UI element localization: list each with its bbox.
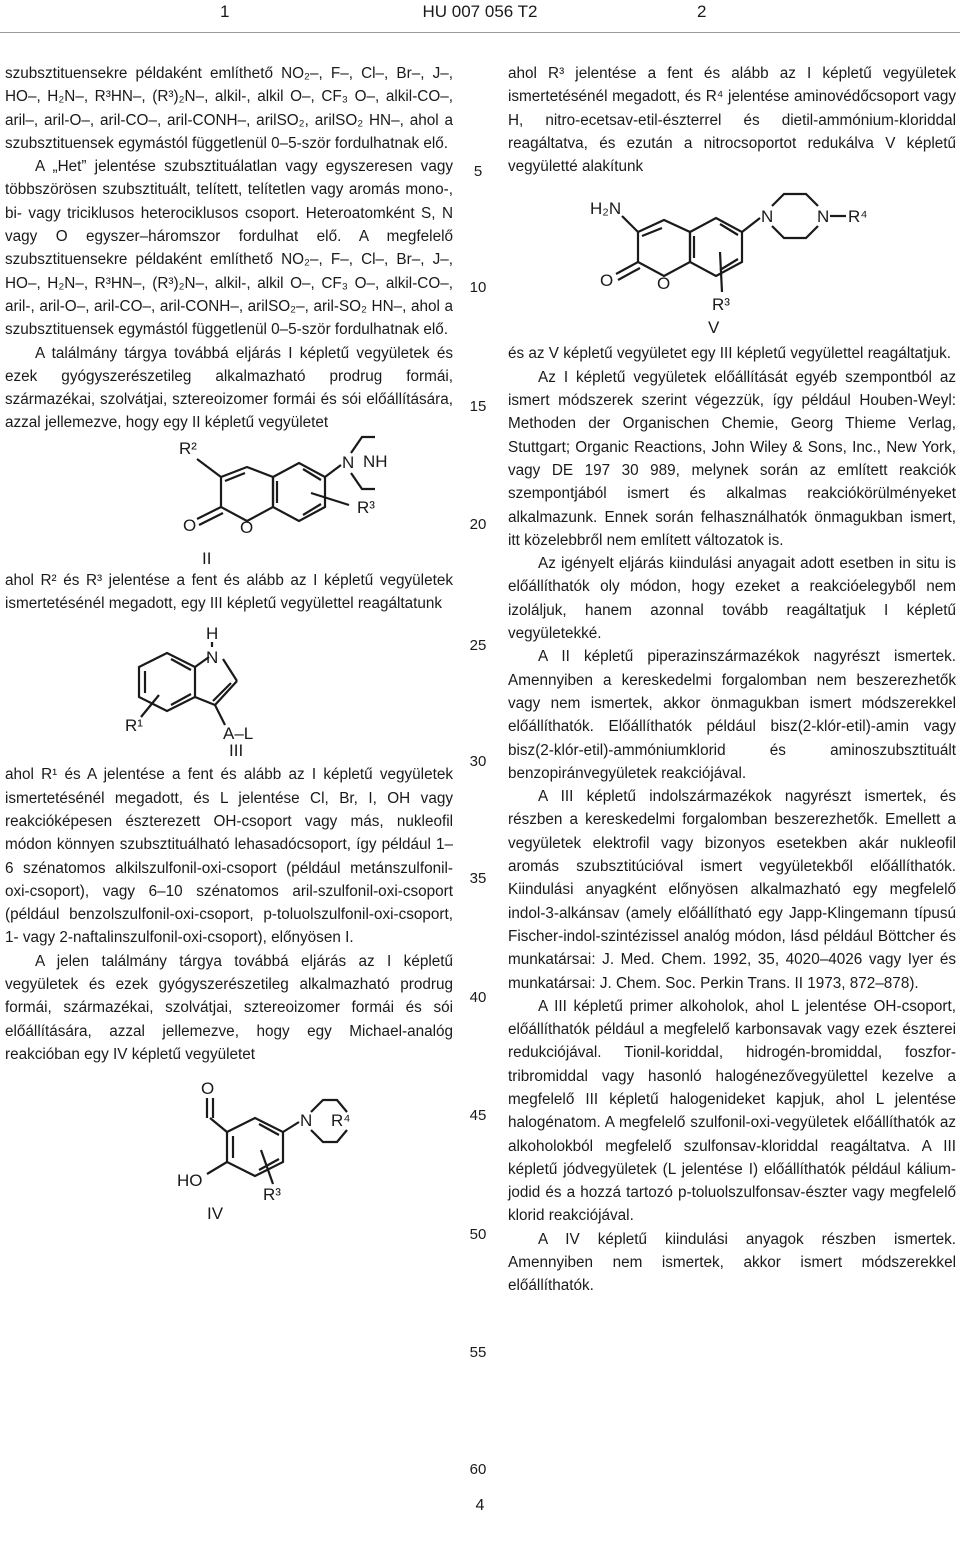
atom-label: O (183, 515, 197, 535)
formula-label: V (708, 318, 720, 338)
atom-label: N (300, 1111, 313, 1131)
line-number: 35 (469, 870, 487, 887)
paragraph: A jelen találmány tárgya továbbá eljárás az I képletű vegyületek és ezek gyógyszerészetileg alkalmazható prodrug formái, származékai, szolvátjai, sztereoizomer formái és sói előállítására, azzal jellemezve, hogy egy Michael-analóg reakcióban egy IV képletű vegyületet (5, 952, 453, 1063)
line-number: 5 (473, 163, 483, 180)
paragraph: Az I képletű vegyületek előállítását egyéb szempontból az ismert módszerek szerint végezzük, így például Houben-Weyl: Methoden der Organischen Chemie, Georg Thieme Verlag, Stuttgart; Organic Reactions, John Wiley & Sons, Inc., New York, vagy DE 197 30 989, melynek során az említett reakciók szempontjából ismert és alkalmas reakciókörülményeket alkalmazunk. Ennek során felhasználhatók önmagukban ismert, itt közelebbről nem említett változatok is. (508, 368, 956, 549)
paragraph: A IV képletű kiindulási anyagok részben ismertek. Amennyiben nem ismertek, akkor ismert módszerekkel előállíthatók. (508, 1230, 956, 1295)
atom-label: R⁴ (331, 1111, 351, 1131)
paragraph: ahol R³ jelentése a fent és alább az I képletű vegyületek ismertetésénél megadott, és R⁴ jelentése aminovédőcsoport vagy H, nitro-ecetsav-etil-észterrel és dietil-ammónium-kloriddal reagáltatva, és ezután a nitrocsoportot redukálva V képletű vegyületté alakítunk (508, 65, 956, 176)
line-number: 10 (469, 279, 487, 296)
formula-label: II (202, 548, 212, 568)
atom-label: H₂N (590, 199, 622, 219)
atom-label: O (657, 274, 671, 294)
formula-v-structure (582, 192, 882, 314)
atom-label: O (201, 1079, 215, 1099)
page-left-number: 1 (220, 2, 230, 21)
paragraph: és az V képletű vegyületet egy III képletű vegyülettel reagáltatjuk. (508, 345, 952, 363)
patent-number: HU 007 056 T2 (422, 2, 538, 21)
atom-label: N (817, 207, 830, 227)
atom-label: R¹ (125, 716, 143, 736)
atom-label: R² (179, 438, 197, 458)
paragraph: ahol R¹ és A jelentése a fent és alább az I képletű vegyületek ismertetésénél megadott, és L jelentése Cl, Br, I, OH vagy reakcióképesen észterezett OH-csoport vagy más, nukleofil módon könnyen szubsztituálható lehasadócsoport, így például 1–6 szénatomos alkilszulfonil-oxi-csoport (például metánszulfonil-oxi-csoport), vagy 6–10 szénatomos aril-szulfonil-oxi-csoport (például benzolszulfonil-oxi-csoport, p-toluolszulfonil-oxi-csoport, 1- vagy 2-naftalinszulfonil-oxi-csoport), előnyösen I. (5, 766, 453, 947)
paragraph: ahol R² és R³ jelentése a fent és alább az I képletű vegyületek ismertetésénél megadott, egy III képletű vegyülettel reagáltatunk (5, 571, 453, 613)
formula-iv (89, 1076, 369, 1226)
page-number: 4 (475, 1497, 485, 1514)
formula-iv-structure (89, 1076, 369, 1200)
paragraph: A III képletű indolszármazékok nagyrészt ismertek, és részben a kereskedelmi forgalomban beszerezhetők. Emellett a vegyületek elektrofil vagy bizonyos esetekben akár nukleofil aromás szubsztitúcióval ismert vegyületekből előállíthatók. Kiindulási anyagként előnyösen alkalmazható egy megfelelő indol-3-alkánsav (amely előállítható egy Japp-Klingemann típusú Fischer-indol-szintézissel analóg módon, lásd például Böttcher és munkatársai: J. Med. Chem. 1992, 35, 4020–4026 vagy Iyer és munkatársai: J. Chem. Soc. Perkin Trans. II 1973, 872–878). (508, 788, 956, 992)
formula-v (582, 192, 882, 342)
header-rule (0, 32, 960, 33)
atom-label: NH (363, 451, 388, 471)
line-number: 15 (469, 398, 487, 415)
formula-iii-structure (119, 625, 339, 741)
atom-label: R⁴ (848, 207, 868, 227)
line-number: 25 (469, 637, 487, 654)
paragraph: A találmány tárgya továbbá eljárás I képletű vegyületek és ezek gyógyszerészetileg alkalmazható prodrug formái, származékai, szolvátjai, sztereoizomer formái és sói előállítására, azzal jellemezve, hogy egy II képletű vegyületet (5, 344, 453, 432)
atom-label: N (206, 648, 219, 668)
formula-ii-structure (79, 435, 379, 547)
line-number: 55 (469, 1344, 487, 1361)
formula-label: III (229, 741, 244, 761)
paragraph: A III képletű primer alkoholok, ahol L jelentése OH-csoport, előállíthatók például a megfelelő karbonsavak vagy ezek észterei redukciójával. Tionil-koriddal, hidrogén-bromiddal, foszfor-tribromiddal vagy hasonló halogénezővegyülettel kezelve a megfelelő III képletű halogenideket kapjuk, ahol L jelentése halogénatom. A megfelelő szulfonil-oxi-vegyületek előállíthatók az alkoholokból megfelelő szulfonsav-kloriddal reagáltatva. A III képletű jódvegyületek (L jelentése I) előállíthatók például kálium-jodid és a hozzá tartozó p-toluolszulfonsav-észter vagy megfelelő klorid reakciójával. (508, 997, 956, 1225)
page-right-number: 2 (697, 2, 707, 21)
formula-label: IV (207, 1204, 224, 1224)
line-number: 30 (469, 753, 487, 770)
formula-iii (119, 625, 339, 763)
line-number: 45 (469, 1107, 487, 1124)
atom-label: O (240, 517, 254, 537)
right-column (508, 62, 956, 1298)
atom-label: R³ (712, 295, 730, 315)
paragraph: szubsztituensekre példaként említhető NO₂–, F–, Cl–, Br–, J–, HO–, H₂N–, R³HN–, (R³)₂N–, alkil-, alkil O–, CF₃ O–, alkil-CO–, aril–, aril-O–, aril-CO–, aril-CONH–, arilSO₂, arilSO₂ HN–, ahol a szubsztituensek egymástól függetlenül 0–5-ször fordulhatnak elő. (5, 65, 453, 152)
atom-label: H (206, 625, 219, 644)
paragraph: A „Het” jelentése szubsztituálatlan vagy egyszeresen vagy többszörösen szubsztituált, telített, telítetlen vagy aromás mono-, bi- vagy triciklusos heterociklusos csoport. Heteroatomként S, N vagy O egyszer–háromszor fordulhat elő. A megfelelő szubsztituensekre példaként említhető NO₂–, F–, Cl–, Br–, J–, HO–, H₂N–, R³HN–, (R³)₂N–, alkil-, alkil O–, CF₃ O–, alkil-CO–, aril-, aril-O–, aril-CO–, aril-CONH–, arilSO₂–, aril-SO₂ HN–, ahol a szubsztituensek egymástól függetlenül 0–5-ször fordulhatnak elő. (5, 158, 453, 339)
paragraph: A II képletű piperazinszármazékok nagyrészt ismertek. Amennyiben a kereskedelmi forgalomban nem beszerezhetők vagy nem ismertek, akkor önmagukban ismert módszerekkel előállíthatók. Előállíthatók például bisz(2-klór-etil)-amin vagy bisz(2-klór-etil)-ammóniumklorid és aminoszubsztituált benzopiránvegyületek reakciójával. (508, 648, 956, 782)
line-number: 40 (469, 989, 487, 1006)
line-number: 60 (469, 1461, 487, 1478)
atom-label: N (761, 207, 774, 227)
left-column (5, 62, 453, 1226)
atom-label: O (600, 271, 614, 291)
formula-ii-piperazine (355, 435, 415, 475)
atom-label: R³ (263, 1185, 281, 1201)
atom-label: N (342, 452, 355, 472)
formula-ii (79, 435, 388, 569)
line-number: 20 (469, 516, 487, 533)
line-number: 50 (469, 1226, 487, 1243)
paragraph: Az igényelt eljárás kiindulási anyagait adott esetben in situ is előállíthatók oly módon, hogy ezeket a reakcióelegyből nem izoláljuk, hanem azonnal tovább reagáltatjuk I képletű vegyületekké. (508, 555, 956, 643)
atom-label: A–L (223, 724, 254, 742)
atom-label: HO (177, 1171, 203, 1191)
atom-label: R³ (357, 497, 375, 517)
